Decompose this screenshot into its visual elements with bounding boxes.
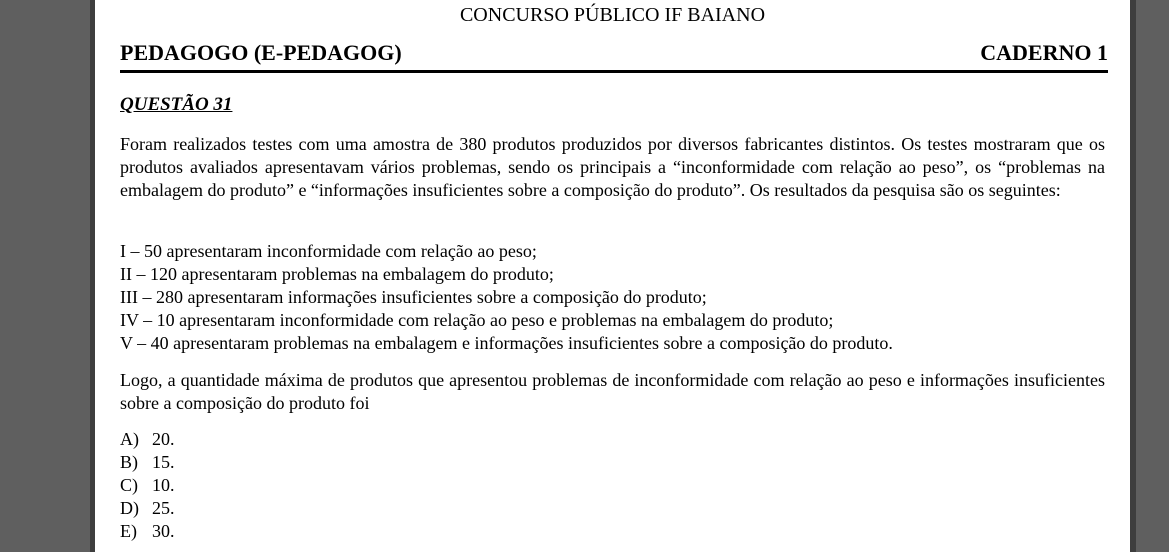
answer-options xyxy=(120,428,175,543)
question-intro: Foram realizados testes com uma amostra de 380 produtos produzidos por diversos fabricantes distintos. Os testes mostraram que os produtos avaliados apresentavam vários problemas, sendo os principais a “inconformidade com relação ao peso”, os “problemas na embalagem do produto” e “informações insuficientes sobre a composição do produto”. Os resultados da pesquisa são os seguintes: xyxy=(120,134,1105,200)
header-rule xyxy=(120,70,1108,73)
position-title: PEDAGOGO (E-PEDAGOG) xyxy=(120,40,402,65)
exam-title: CONCURSO PÚBLICO IF BAIANO xyxy=(459,4,766,26)
results-list xyxy=(120,240,1105,355)
booklet-label: CADERNO 1 xyxy=(980,40,1108,65)
page-shadow-right xyxy=(1130,0,1136,552)
option-text: 10. xyxy=(152,475,175,495)
option-letter: C) xyxy=(120,475,138,495)
option-text: 25. xyxy=(152,498,175,518)
list-item: IV – 10 apresentaram inconformidade com relação ao peso e problemas na embalagem do produto; xyxy=(120,310,834,330)
list-item: III – 280 apresentaram informações insuficientes sobre a composição do produto; xyxy=(120,287,707,307)
option-letter: E) xyxy=(120,521,137,541)
option-text: 20. xyxy=(152,429,175,449)
option-text: 30. xyxy=(152,521,175,541)
option-b xyxy=(120,451,175,474)
option-letter: B) xyxy=(120,452,138,472)
list-item: V – 40 apresentaram problemas na embalagem e informações insuficientes sobre a composição do produto. xyxy=(120,333,893,353)
option-e xyxy=(120,520,175,543)
page-header xyxy=(120,39,1108,67)
option-letter: D) xyxy=(120,498,139,518)
list-item: I – 50 apresentaram inconformidade com relação ao peso; xyxy=(120,241,537,261)
document-page xyxy=(95,0,1130,552)
question-prompt: Logo, a quantidade máxima de produtos que apresentou problemas de inconformidade com relação ao peso e informações insuficientes sobre a composição do produto foi xyxy=(120,370,1105,413)
option-letter: A) xyxy=(120,429,139,449)
option-text: 15. xyxy=(152,452,175,472)
option-c xyxy=(120,474,175,497)
option-d xyxy=(120,497,175,520)
question-title: QUESTÃO 31 xyxy=(120,94,233,115)
list-item: II – 120 apresentaram problemas na embalagem do produto; xyxy=(120,264,554,284)
option-a xyxy=(120,428,175,451)
